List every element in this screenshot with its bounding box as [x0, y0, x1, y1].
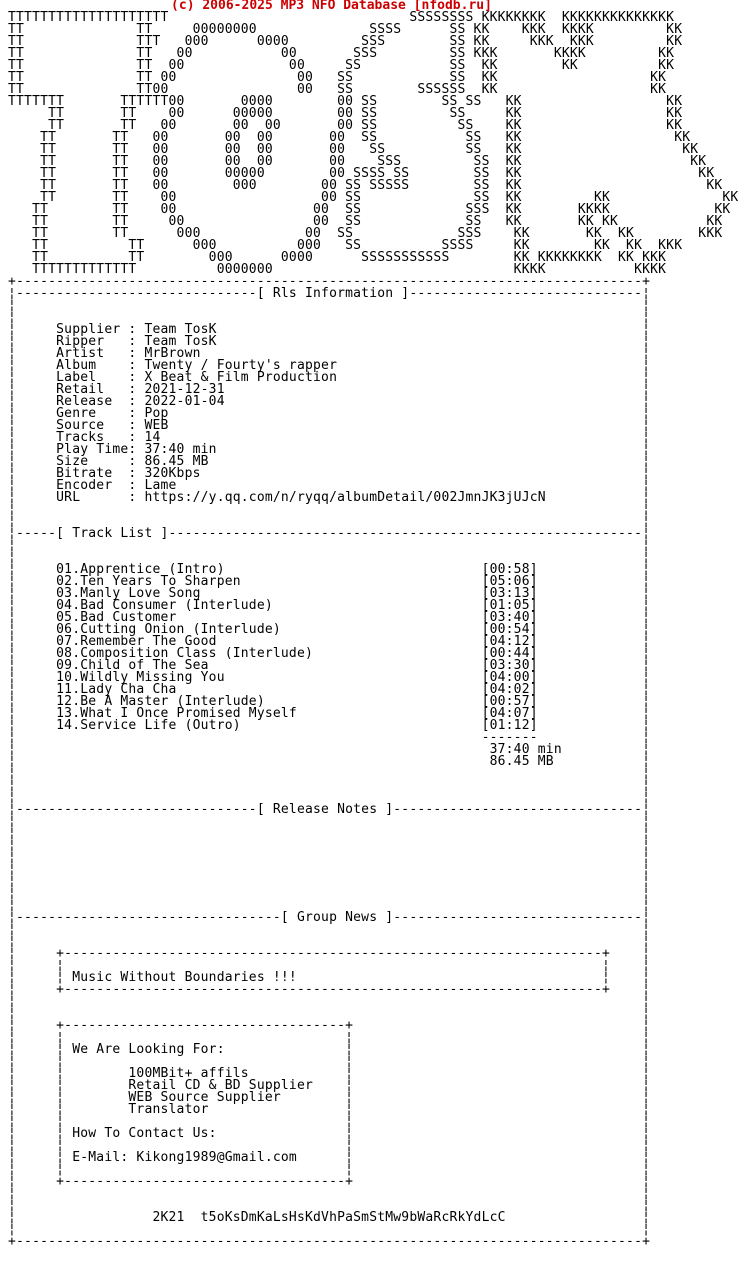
nfo-text-body: TTTTTTTTTTTTTTTTTTTT SSSSSSSS KKKKKKKK KKKKKKKKKKKKKK TT TT 00000000 SSSS SS KK KKK KKKK KK TT TTT 000 0000 SSS SS KK KKK KKK KK TT TT 00 00 SSS SS KKK KKKK KK TT TT 00 00 SS SS KK KK KK TT TT 00 00 SS SS KK KK TT TT00 00 SS SSSSSS KK KK TTTTTTT TTTTTT00 0000 00 SS SS SS KK KK TT TT 00 00000 00 SS SS KK KK TT TT 00 00 00 00 SS SS KK KK TT TT 00 00 00 00 SS SS KK KK TT TT 00 00 00 00 SS SS KK KK TT TT 00 00 00 00 SSS SS KK KK TT TT 00 00000 00 SSSS SS SS KK KK TT TT 00 000 00 SS SSSSS SS KK KK TT TT 00 00 SS SS KK KK KK TT TT 00 00 SS SSS KK KKKK KK TT TT 00 00 SS SS KK KK KK KK TT TT 000 00 SS SSS KK KK KK KKK TT TT 000 000 SS SSSS KK KK KK KKK TT TT 000 0000 SSSSSSSSSSS KK KKKKKKKK KK KKK TTTTTTTTTTTTT 0000000 KKKK KKKK +------------------------------------------------------------------------------+ ¦------------------------------[ Rls Information ]-----------------------------¦ ¦ ¦ ¦ ¦ ¦ Supplier : Team TosK ¦ ¦ Ripper : Team TosK ¦ ¦ Artist : MrBrown ¦ ¦ Album : Twenty / Fourty's rapper ¦ ¦ Label : X Beat & Film Production ¦ ¦ Retail : 2021-12-31 ¦ ¦ Release : 2022-01-04 ¦ ¦ Genre : Pop ¦ ¦ Source : WEB ¦ ¦ Tracks : 14 ¦ ¦ Play Time: 37:40 min ¦ ¦ Size : 86.45 MB ¦ ¦ Bitrate : 320Kbps ¦ ¦ Encoder : Lame ¦ ¦ URL : https://y.qq.com/n/ryqq/albumDetail/002JmnJK3jUJcN ¦ ¦ ¦ ¦ ¦ ¦-----[ Track List ]-----------------------------------------------------------¦ ¦ ¦ ¦ ¦ ¦ 01.Apprentice (Intro) [00:58] ¦ ¦ 02.Ten Years To Sharpen [05:06] ¦ ¦ 03.Manly Love Song [03:13] ¦ ¦ 04.Bad Consumer (Interlude) [01:05] ¦ ¦ 05.Bad Customer [03:40] ¦ ¦ 06.Cutting Onion (Interlude) [00:54] ¦ ¦ 07.Remember The Good [04:12] ¦ ¦ 08.Composition Class (Interlude) [00:44] ¦ ¦ 09.Child of The Sea [03:30] ¦ ¦ 10.Wildly Missing You [04:00] ¦ ¦ 11.Lady Cha Cha [04:02] ¦ ¦ 12.Be A Master (Interlude) [00:57] ¦ ¦ 13.What I Once Promised Myself [04:07] ¦ ¦ 14.Service Life (Outro) [01:12] ¦ ¦ ------- ¦ ¦ 37:40 min ¦ ¦ 86.45 MB ¦ ¦ ¦ ¦ ¦ ¦ ¦ ¦------------------------------[ Release Notes ]-------------------------------¦ ¦ ¦ ¦ ¦ ¦ ¦ ¦ ¦ ¦ ¦ ¦ ¦ ¦ ¦ ¦ ¦ ¦---------------------------------[ Group News ]-------------------------------¦ ¦ ¦ ¦ ¦ ¦ +-------------------------------------------------------------------+ ¦ ¦ ¦ ¦ ¦ ¦ ¦ Music Without Boundaries !!! ¦ ¦ ¦ +-------------------------------------------------------------------+ ¦ ¦ ¦ ¦ ¦ ¦ +-----------------------------------+ ¦ ¦ ¦ ¦ ¦ ¦ ¦ We Are Looking For: ¦ ¦ ¦ ¦ ¦ ¦ ¦ ¦ 100MBit+ affils ¦ ¦ ¦ ¦ Retail CD & BD Supplier ¦ ¦ ¦ ¦ WEB Source Supplier ¦ ¦ ¦ ¦ Translator ¦ ¦ ¦ ¦ ¦ ¦ ¦ ¦ How To Contact Us: ¦ ¦ ¦ ¦ ¦ ¦ ¦ ¦ E-Mail: Kikong1989@Gmail.com ¦ ¦ ¦ ¦ ¦ ¦ ¦ +-----------------------------------+ ¦ ¦ ¦ ¦ ¦ ¦ 2K21 t5oKsDmKaLsHsKdVhPaSmStMw9bWaRcRkYdLcC ¦ ¦ ¦ +------------------------------------------------------------------------------+ [8, 10, 739, 1249]
nfo-page [8, 0, 744, 1248]
nfodb-credit-header: (c) 2006-2025 MP3 NFO Database [nfodb.ru] [171, 0, 492, 13]
